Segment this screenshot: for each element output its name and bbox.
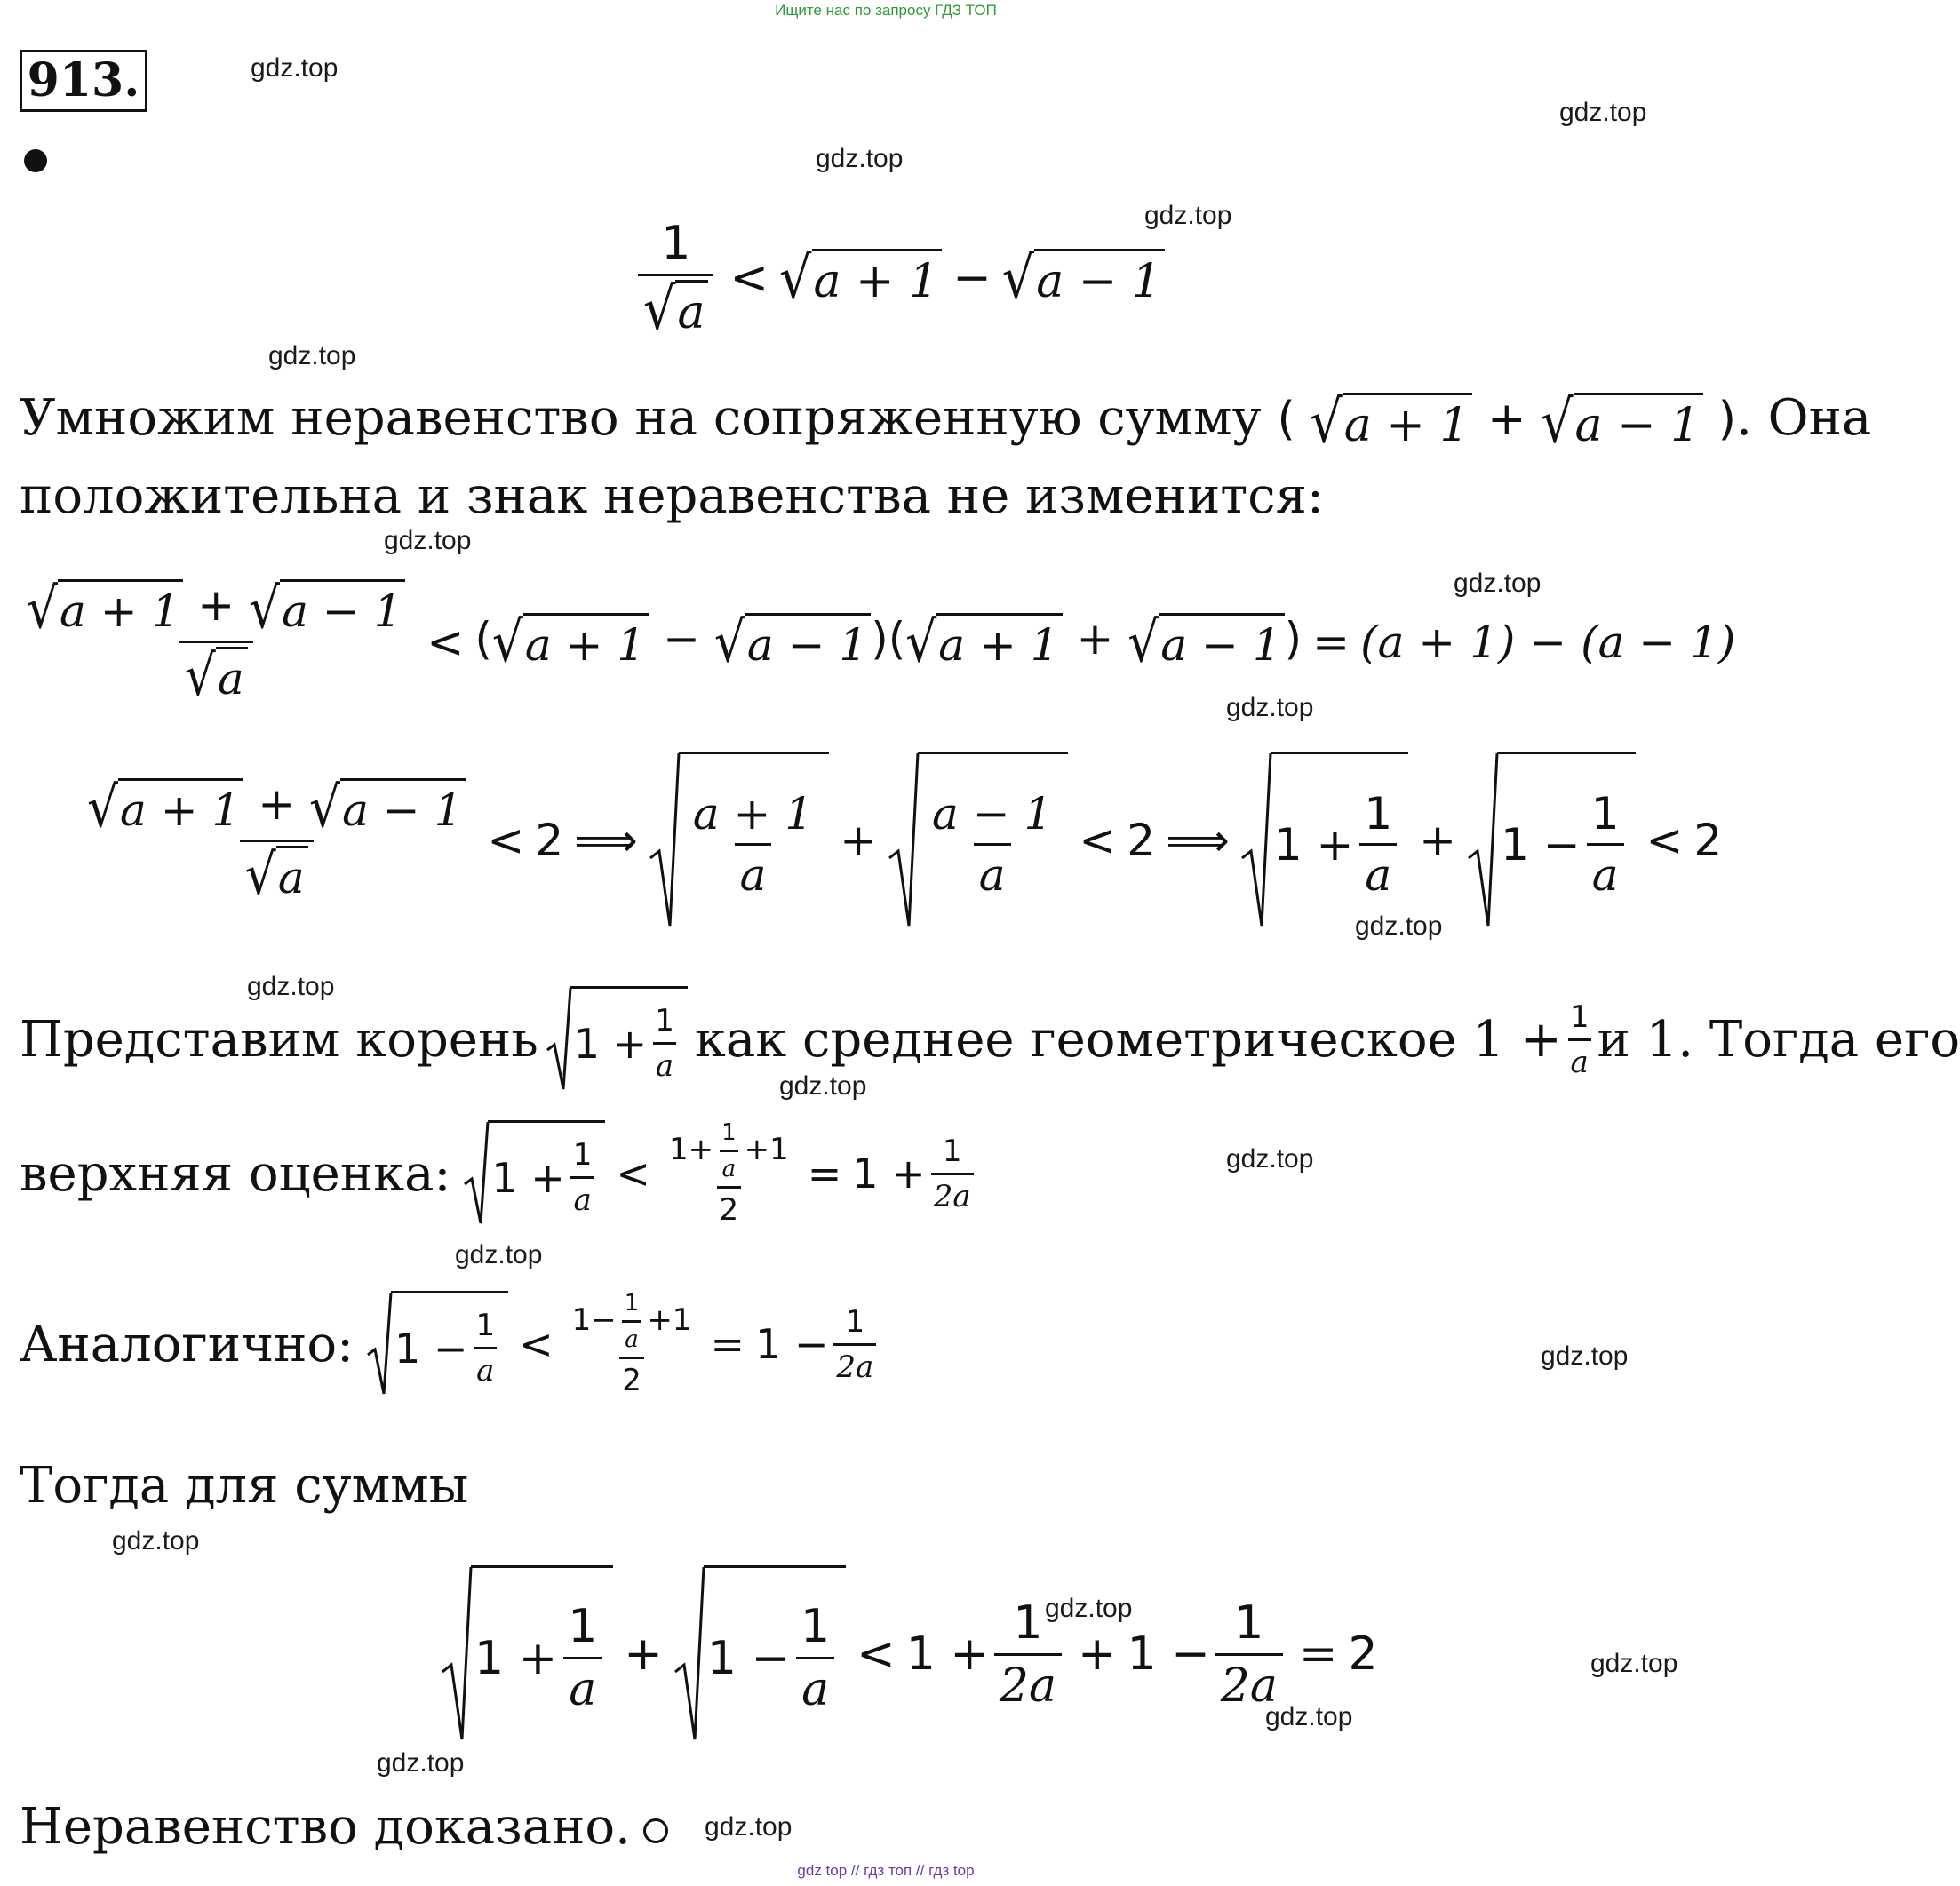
watermark: gdz.top bbox=[779, 1071, 867, 1101]
end-circle-icon bbox=[643, 1818, 668, 1843]
watermark: gdz.top bbox=[377, 1748, 465, 1778]
watermark: gdz.top bbox=[1226, 693, 1314, 722]
bullet-icon bbox=[24, 149, 47, 172]
watermark: gdz.top bbox=[1045, 1594, 1133, 1623]
task-number: 913. bbox=[20, 50, 147, 112]
watermark: gdz.top bbox=[384, 526, 472, 555]
equation-final: 1 + $\frac{1}{a}$ + 1 − $\frac{1}{a}$ < 1 + $\frac{1}{2a}$ + 1 − $\frac{1}{2a}$ = 2 bbox=[441, 1565, 1378, 1743]
paragraph-1-line-1: Умножим неравенство на сопряженную сумму ( √ a + 1 + √ a − 1 ). Она bbox=[20, 387, 1872, 456]
equation-multiply: √ a + 1 + √ a − 1 √ a < ( √ a + 1 − √ a − 1 )( √ a + 1 + √ a − 1 ) = (a + 1) − (a − 1) bbox=[27, 576, 1736, 709]
paragraph-4: Аналогично: 1 − $\frac{1}{a}$ < 1− $\frac{1}{a}$ +1 2 = 1 − $\frac{1}{2a}$ bbox=[20, 1290, 881, 1398]
watermark: gdz.top bbox=[1265, 1702, 1353, 1731]
equation-chain: √ a + 1 + √ a − 1 √ a < 2 ⟹ $\frac{a + 1}{a}$ + $\frac{a - 1}{a}$ < 2 ⟹ 1 + $\frac{1}{a}$ + 1 − $\frac{1}{a}$ < 2 bbox=[76, 752, 1722, 929]
paragraph-3: верхняя оценка: 1 + $\frac{1}{a}$ < 1+ $\frac{1}{a}$ +1 2 = 1 + $\frac{1}{2a}$ bbox=[20, 1119, 979, 1228]
watermark: gdz.top bbox=[1454, 569, 1542, 598]
watermark: gdz.top bbox=[1541, 1341, 1629, 1371]
watermark: gdz.top bbox=[705, 1812, 793, 1842]
watermark: gdz.top bbox=[816, 144, 904, 173]
bottom-banner: gdz top // гдз топ // гдз top bbox=[797, 1862, 975, 1879]
paragraph-5: Тогда для суммы bbox=[20, 1457, 469, 1515]
watermark: gdz.top bbox=[268, 341, 356, 370]
watermark: gdz.top bbox=[455, 1240, 543, 1269]
watermark: gdz.top bbox=[1590, 1649, 1678, 1678]
watermark: gdz.top bbox=[112, 1526, 200, 1556]
top-banner: Ищите нас по запросу ГДЗ ТОП bbox=[775, 2, 997, 19]
watermark: gdz.top bbox=[247, 972, 335, 1001]
watermark: gdz.top bbox=[1559, 98, 1647, 127]
watermark: gdz.top bbox=[1144, 201, 1232, 230]
watermark: gdz.top bbox=[1226, 1144, 1314, 1174]
watermark: gdz.top bbox=[1355, 911, 1443, 941]
paragraph-2: Представим корень 1 + $\frac{1}{a}$ как среднее геометрическое 1 + $\frac{1}{a}$ и 1. Тогда его bbox=[20, 986, 1960, 1093]
paragraph-6: Неравенство доказано. bbox=[20, 1798, 668, 1856]
equation-statement: 1 √ a < √ a + 1 − √ a − 1 bbox=[633, 217, 1165, 339]
watermark: gdz.top bbox=[251, 53, 339, 83]
paragraph-1-line-2: положительна и знак неравенства не изменится: bbox=[20, 467, 1324, 525]
